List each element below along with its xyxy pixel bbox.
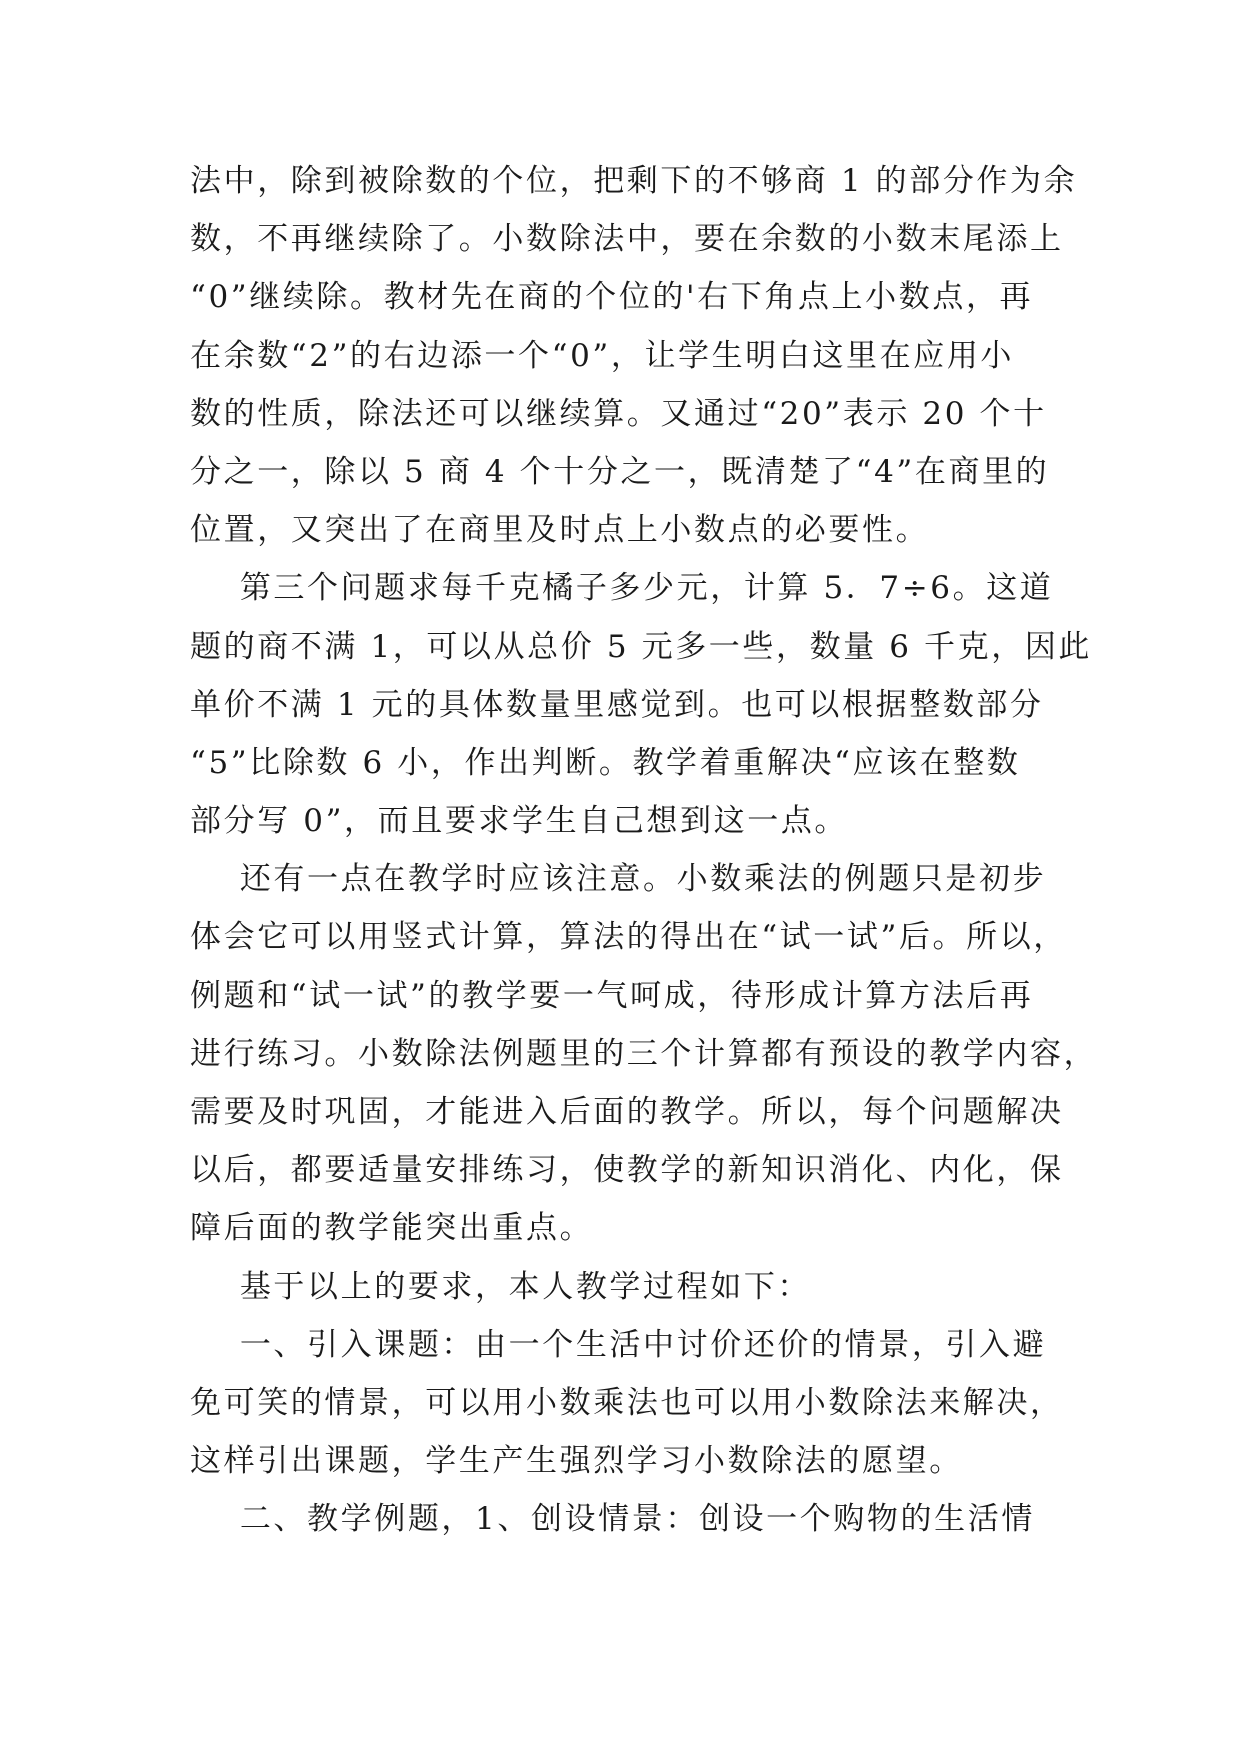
text-line: “0”继续除。教材先在商的个位的'右下角点上小数点，再 — [190, 279, 1034, 316]
text-line: 数的性质，除法还可以继续算。又通过“20”表示 20 个十 — [190, 395, 1047, 432]
text-line: 部分写 0”，而且要求学生自己想到这一点。 — [190, 803, 849, 840]
text-line: 分之一，除以 5 商 4 个十分之一，既清楚了“4”在商里的 — [190, 453, 1050, 490]
text-line: 体会它可以用竖式计算，算法的得出在“试一试”后。所以， — [190, 919, 1067, 956]
text-line: 二、教学例题，1、创设情景：创设一个购物的生活情 — [190, 1501, 1035, 1538]
text-line: 题的商不满 1，可以从总价 5 元多一些，数量 6 千克，因此 — [190, 628, 1093, 665]
text-line: 单价不满 1 元的具体数量里感觉到。也可以根据整数部分 — [190, 686, 1044, 723]
text-line: “5”比除数 6 小，作出判断。教学着重解决“应该在整数 — [190, 744, 1021, 781]
text-line: 一、引入课题：由一个生活中讨价还价的情景，引入避 — [190, 1326, 1047, 1363]
text-line: 在余数“2”的右边添一个“0”，让学生明白这里在应用小 — [190, 337, 1015, 374]
text-line: 障后面的教学能突出重点。 — [190, 1210, 594, 1247]
text-line: 免可笑的情景，可以用小数乘法也可以用小数除法来解决， — [190, 1384, 1064, 1421]
text-line: 基于以上的要求，本人教学过程如下： — [190, 1268, 812, 1305]
text-line: 这样引出课题，学生产生强烈学习小数除法的愿望。 — [190, 1443, 963, 1480]
text-line: 位置，又突出了在商里及时点上小数点的必要性。 — [190, 512, 930, 549]
text-line: 数，不再继续除了。小数除法中，要在余数的小数末尾添上 — [190, 221, 1064, 258]
document-body — [190, 152, 1098, 1549]
text-line: 例题和“试一试”的教学要一气呵成，待形成计算方法后再 — [190, 977, 1034, 1014]
text-line: 以后，都要适量安排练习，使教学的新知识消化、内化，保 — [190, 1152, 1064, 1189]
text-line: 法中，除到被除数的个位，把剩下的不够商 1 的部分作为余 — [190, 163, 1078, 199]
text-line: 需要及时巩固，才能进入后面的教学。所以，每个问题解决 — [190, 1094, 1064, 1130]
text-line: 还有一点在教学时应该注意。小数乘法的例题只是初步 — [190, 861, 1047, 898]
text-line: 进行练习。小数除法例题里的三个计算都有预设的教学内容， — [190, 1035, 1098, 1072]
text-line: 第三个问题求每千克橘子多少元，计算 5．7÷6。这道 — [190, 570, 1054, 607]
